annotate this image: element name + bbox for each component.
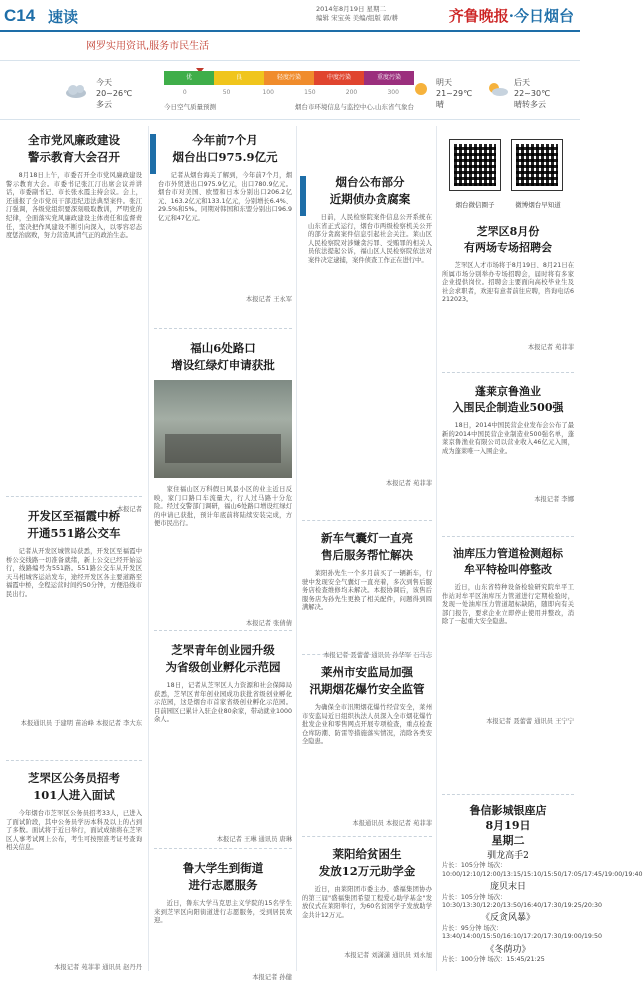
article-students-volunteer (154, 860, 292, 981)
film-title: 庞贝末日 (489, 882, 526, 893)
article-startup-park (154, 642, 292, 843)
article-bus-551 (6, 508, 142, 727)
column-separator (296, 126, 297, 971)
weather-after: 后天 22~30℃ 晴转多云 (514, 78, 551, 109)
aq-level-2: 良 (214, 71, 264, 85)
aq-level-4: 中度污染 (314, 71, 364, 85)
aq-caption-row (164, 102, 414, 111)
headline: 鲁大学生到街道 进行志愿服务 (182, 861, 264, 892)
headline: 蓬莱京鲁渔业 入围民企制造业500强 (452, 385, 564, 414)
weather-tomorrow: 明天 21~29℃ 晴 (436, 78, 473, 109)
film-title: 《反贪风暴》 (480, 913, 535, 924)
aq-level-3: 轻度污染 (264, 71, 314, 85)
cloud-icon (64, 83, 90, 99)
article-body: 莱阳孙先生一个多月前买了一辆新车，行驶中发现安全气囊灯一直亮着，多次到售后服务店检查维修均未解决。本报协调后，该售后服务店为孙先生更换了相关配件，问题得到圆满解决。 (302, 570, 432, 612)
masthead (0, 0, 580, 30)
article-fireworks (302, 664, 432, 827)
weibo-qr-code[interactable] (512, 140, 562, 190)
article-body: 家住福山区万科假日风景小区的业主近日反映，家门口路口车流量大，行人过马路十分危险。经过交警部门调研，福山6处路口增设红绿灯的申请已获批，预计年底前将陆续安装完成，方便市民出行。 (154, 486, 292, 528)
weibo-qr-caption: 微博烟台早知道 (515, 201, 561, 209)
article-author: 本报记者 (116, 506, 142, 513)
article-author: 本报通讯员 本报记者 苑菲菲 (352, 820, 432, 827)
article-author: 本报记者 聂蕾蕾 通讯员 王宁宁 (486, 718, 574, 725)
article-divider (302, 520, 432, 521)
aq-level-1: 优 (164, 71, 214, 85)
column-separator (148, 126, 149, 971)
weather-today: 今天 20~26℃ 多云 (96, 78, 133, 109)
article-divider (302, 836, 432, 837)
article-author: 本报记者 张倩倩 (245, 620, 292, 627)
headline: 芝罘区8月份 有两场专场招聘会 (464, 225, 552, 254)
issue-date: 2014年8月19日 星期二 (316, 5, 387, 13)
sun-icon (408, 81, 434, 97)
headline: 福山6处路口 增设红绿灯申请获批 (171, 341, 275, 372)
film-title: 驯龙高手2 (487, 851, 529, 861)
article-author: 本报记者 苑菲菲 (385, 480, 432, 487)
article-body: 今年烟台市芝罘区公务员招考33人，已进入了面试阶段，其中公务员学历本科及以上的占到了多数。面试将于近日举行，面试成绩将在芝罘区人事考试网上公布，考生可按照准考证号查询相关信息。 (6, 810, 142, 852)
article-author: 本报通讯员 于建明 苗冶峰 本报记者 李大东 (20, 720, 142, 727)
article-divider (442, 372, 574, 373)
article-exports (158, 132, 292, 303)
cinema-name: 鲁信影城银座店 (469, 804, 547, 817)
article-body: 记者从烟台海关了解到，今年前7个月，烟台市外贸进出口975.9亿元，出口780.9亿元。烟台市对美国、欧盟和日本分别出口206.2亿元、163.2亿元和133.1亿元，分别增长6.4%、29.5%和5%。同期对韩国和东盟分别出口96.9亿元和47亿元。 (158, 172, 292, 222)
page-number: C14 (4, 6, 36, 25)
article-corruption (308, 174, 432, 487)
article-body: 近日，由莱阳团市委主办、盛福集团协办的第三届"盛福集团希望工程爱心助学基金"发放仪式在莱阳举行，为60名贫困学子发放助学金共计12万元。 (302, 886, 432, 919)
article-author: 本报记者 聂蕾蕾 通讯员 孙华军 石马志 (323, 652, 432, 659)
aq-ticks: 0 50 100 150 200 300 (182, 89, 399, 96)
article-author: 本报记者 王琳 通讯员 唐琳 (216, 836, 292, 843)
accent-bar (150, 134, 156, 174)
article-civil-service (6, 770, 142, 971)
film-title: 《冬荫功》 (485, 944, 531, 955)
article-body: 18日，2014中国民营企业发布会公布了最新的2014中国民营企业制造业500强名单，蓬莱京鲁渔业有限公司以营业收入46亿元入围，成为蓬莱唯一入围企业。 (442, 422, 574, 455)
article-author: 本报记者 李娜 (534, 496, 574, 503)
article-author: 本报记者 苑菲菲 通讯员 赵丹丹 (54, 964, 142, 971)
headline: 芝罘区公务员招考 101人进入面试 (28, 771, 120, 802)
article-divider (302, 654, 432, 655)
sun-cloud-icon (484, 81, 510, 97)
article-body: 芝罘区人才市场将于8月19日、8月21日在所属市场分别举办专场招聘会，届时将有多家企业提供岗位。招聘会主要面向高校毕业生及社会求职者，欢迎有意者前往应聘，咨询电话6212023。 (442, 262, 574, 304)
article-divider (442, 536, 574, 537)
headline: 芝罘青年创业园升级 为省级创业孵化示范园 (165, 643, 281, 674)
wechat-qr-caption: 烟台微信圈子 (455, 201, 495, 209)
headline: 烟台公布部分 近期侦办贪腐案 (329, 175, 411, 206)
article-divider (442, 794, 574, 795)
article-author: 本报记者 王永军 (245, 296, 292, 303)
cinema-schedule (442, 803, 643, 964)
headline: 莱阳给贫困生 发放12万元助学金 (318, 847, 416, 878)
article-body: 记者从开发区城管局获悉，开发区至福霞中桥公交线路一切准备就绪，新上公交已经开始运行，线路编号为551路。551路公交车从开发区天马相城客运站发车，途经开发区各主要道路至福霞中桥，全程运营时间约50分钟，方便沿线市民出行。 (6, 548, 142, 598)
article-author: 本报记者 刘潇潇 通讯员 刘永旭 (344, 952, 432, 959)
article-airbag (302, 530, 432, 659)
article-author: 本报记者 苑菲菲 (527, 344, 574, 351)
article-divider (154, 328, 292, 329)
aq-level-5: 重度污染 (364, 71, 414, 85)
film-showtimes: 片长：95分钟 场次：13:40/14:00/15:50/16:10/17:20/17:30/19:00/19:50 (442, 924, 603, 941)
article-pipeline (442, 546, 574, 725)
article-divider (6, 496, 142, 497)
headline: 油库压力管道检测超标 牟平特检叫停整改 (453, 547, 563, 576)
headline: 全市党风廉政建设 警示教育大会召开 (28, 133, 120, 164)
article-body: 日前，人民检察院案件信息公开系统在山东省正式运行，烟台市两级检察机关公开的部分贪腐案件信息引起社会关注。莱山区人民检察院对涉嫌贪污罪、受贿罪的相关人员依法提起公诉，福山区人民检察院依法对案件决定逮捕，案件侦查工作正在进行中。 (308, 214, 432, 264)
article-body: 为确保全市汛期烟花爆竹经营安全，莱州市安监局近日组织执法人员深入全市烟花爆竹批发企业和零售网点开展专项检查，重点检查仓库防潮、防雷等措施落实情况，消除各类安全隐患。 (302, 704, 432, 746)
header-rule (0, 30, 580, 32)
article-party-conduct (6, 132, 142, 513)
article-traffic-lights (154, 340, 292, 374)
section-title: 速读 (48, 8, 79, 26)
article-divider (154, 848, 292, 849)
article-body: 近日，鲁东大学马克思主义学院的15名学生来到芝罘区向阳街道进行志愿服务，受到居民欢迎。 (154, 900, 292, 925)
headline: 开发区至福霞中桥 开通551路公交车 (27, 509, 121, 540)
column-separator (436, 126, 437, 971)
editor-credits: 编辑 宋宝英 美编/组版 郭/耕 (316, 14, 399, 22)
film-showtimes: 片长：100分钟 场次：15:45/21:25 (442, 956, 545, 964)
brand-logo: 齐鲁晚报·今日烟台 (448, 7, 574, 25)
film-showtimes: 片长：105分钟 场次：10:00/12:10/12:00/13:15/15:10/15:50/17:05/17:45/19:00/19:40 (442, 862, 643, 878)
schedule-date: 8月19日 (485, 819, 531, 832)
article-divider (154, 630, 292, 631)
aq-scale (164, 71, 414, 85)
article-body: 8月18日上午，市委召开全市党风廉政建设警示教育大会。市委书记张江汀出席会议并讲话，市委副书记、市长张永霞主持会议。会上，还通报了全市党员干部违纪违法典型案件。张江汀强调，各级党组织要深刻吸取教训，严明党的纪律，全面落实党风廉政建设主体责任和监督责任，坚决把作风建设不断引向深入，以零容忍态度惩治腐败，努力营造风清气正的政治生态。 (6, 172, 142, 240)
header-meta (316, 5, 456, 23)
article-traffic-lights-body (154, 480, 292, 627)
article-author: 本报记者 孙健 (252, 974, 292, 981)
article-job-fair (442, 224, 574, 351)
article-scholarship (302, 846, 432, 959)
weather-strip (0, 60, 580, 120)
accent-bar (300, 176, 306, 216)
article-body: 近日，山东省特种设备检验研究院牟平工作站对牟平区油库压力管道进行定期检验时，发现一处油库压力管道超标缺陷，随即向有关部门报告，要求企业立即停止使用并整改，消除了一起重大安全隐患。 (442, 584, 574, 626)
headline: 新车气囊灯一直亮 售后服务帮忙解决 (321, 531, 413, 562)
film-showtimes: 片长：105分钟 场次：10:30/13:30/12:20/13:50/16:40/17:30/19:25/20:30 (442, 893, 603, 910)
schedule-weekday: 星期二 (491, 834, 525, 847)
article-fishery (442, 384, 574, 503)
headline: 今年前7个月 烟台出口975.9亿元 (172, 133, 278, 164)
aq-caption: 今日空气质量预测 (164, 103, 216, 111)
article-body: 18日，记者从芝罘区人力资源和社会保障局获悉，芝罘区青年创业园成功获批省级创业孵化示范园，这是烟台市首家省级创业孵化示范园。目前园区已累计入驻企业80余家，带动就业1000余人。 (154, 682, 292, 724)
aq-source: 烟台市环境信息与监控中心,山东省气象台 (294, 103, 414, 111)
article-divider (6, 760, 142, 761)
street-photo (154, 380, 292, 478)
tagline: 网罗实用资讯,服务市民生活 (86, 41, 210, 52)
wechat-qr-code[interactable] (450, 140, 500, 190)
headline: 莱州市安监局加强 汛期烟花爆竹安全监管 (309, 665, 425, 696)
